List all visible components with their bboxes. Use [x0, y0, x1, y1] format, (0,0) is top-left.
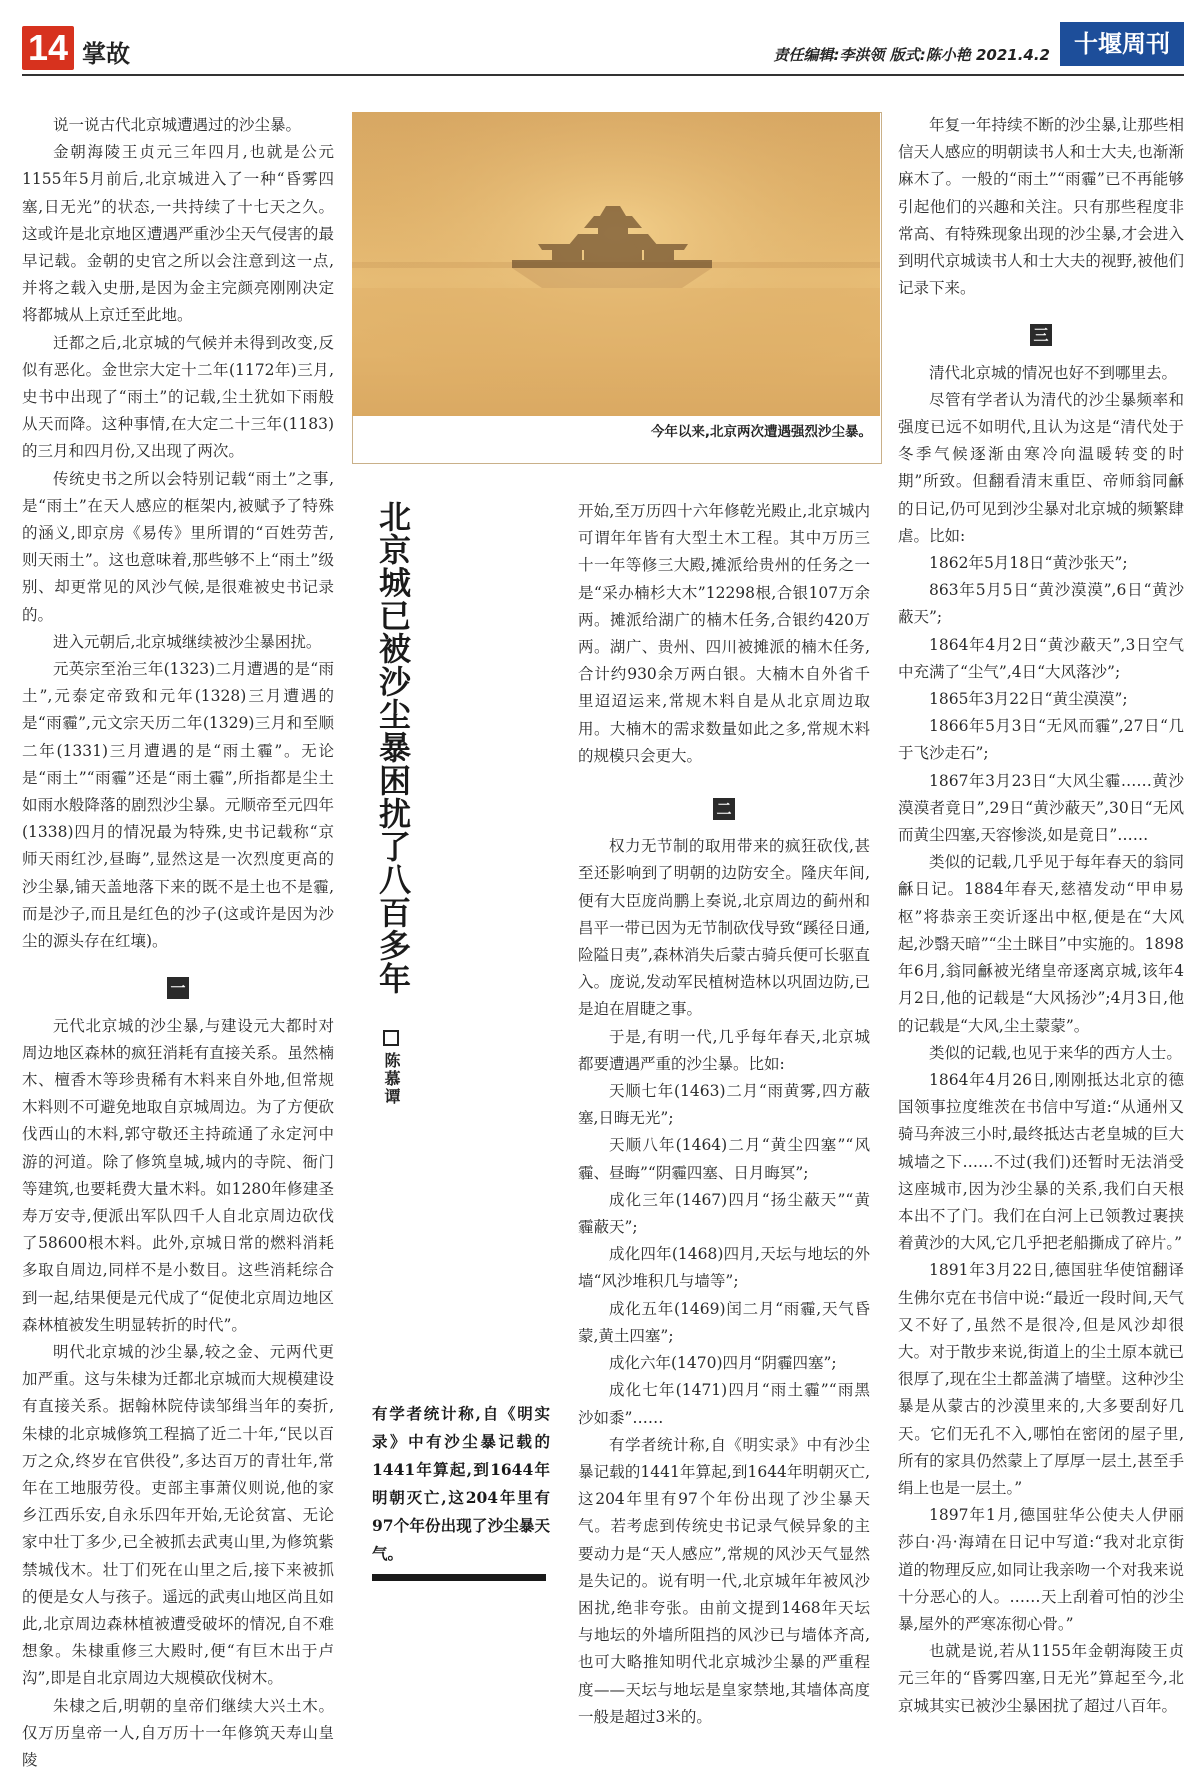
- paragraph: 说一说古代北京城遭遇过的沙尘暴。: [53, 116, 302, 134]
- column-3: [578, 498, 870, 1731]
- paragraph: 年复一年持续不断的沙尘暴,让那些相信天人感应的明朝读书人和士大夫,也渐渐麻木了。一般的“雨土”“雨霾”已不再能够引起他们的兴趣和关注。只有那些程度非常高、有特殊现象出现的沙尘暴,才会进入到明代京城读书人和士大夫的视野,被他们记录下来。: [898, 116, 1184, 298]
- pull-quote: 有学者统计称,自《明实录》中有沙尘暴记载的1441年算起,到1644年明朝灭亡,这204年里有97个年份出现了沙尘暴天气。: [372, 1404, 550, 1563]
- paragraph: 1866年5月3日“无风而霾”,27日“几于飞沙走石”;: [898, 717, 1184, 763]
- paragraph: 1867年3月23日“大风尘霾……黄沙漠漠者竟日”,29日“黄沙蔽天”,30日“无风而黄尘四塞,天容惨淡,如是竟日”……: [898, 771, 1184, 845]
- author-byline: [380, 1030, 403, 1106]
- author-name: 陈慕谭: [382, 1052, 401, 1106]
- article-title: 北京城已被沙尘暴困扰了八百多年: [374, 500, 412, 995]
- masthead-logo: 十堰周刊: [1060, 22, 1184, 66]
- paragraph: 成化五年(1469)闰二月“雨霾,天气昏蒙,黄土四塞”;: [578, 1299, 870, 1345]
- paragraph: 成化六年(1470)四月“阴霾四塞”;: [609, 1354, 837, 1373]
- paragraph: 1891年3月22日,德国驻华使馆翻译生佛尔克在书信中说:“最近一段时间,天气又不好了,虽然不是很冷,但是风沙却很大。对于散步来说,街道上的尘土原本就已很厚了,现在尘土都盖满了墙壁。这种沙尘暴是从蒙古的沙漠里来的,大多要刮好几天。它们无孔不入,哪怕在密闭的屋子里,所有的家具仍然蒙上了厚厚一层土,甚至手绢上也是一层土。”: [898, 1261, 1184, 1497]
- paragraph: 1862年5月18日“黄沙张天”;: [929, 554, 1128, 573]
- paragraph: 进入元朝后,北京城继续被沙尘暴困扰。: [53, 632, 322, 651]
- editor-credits: 责任编辑:李洪领 版式:陈小艳 2021.4.2: [773, 46, 1050, 64]
- paragraph: 863年5月5日“黄沙漠漠”,6日“黄沙蔽天”;: [898, 581, 1184, 627]
- paragraph: 开始,至万历四十六年修乾光殿止,北京城内可谓年年皆有大型土木工程。其中万历三十一年等修三大殿,摊派给贵州的任务之一是“采办楠杉大木”12298根,合银107万余两。摊派给湖广的楠木任务,合银约420万两。湖广、贵州、四川被摊派的楠木任务,合计约930余万两白银。大楠木自外省千里迢迢运来,常规木料自是从北京周边取用。大楠木的需求数量如此之多,常规木料的规模只会更大。: [578, 502, 870, 765]
- pull-quote-bar: [372, 1574, 546, 1581]
- paragraph: 金朝海陵王贞元三年四月,也就是公元1155年5月前后,北京城进入了一种“昏雾四塞,日无光”的状态,一共持续了十七天之久。这或许是北京地区遭遇严重沙尘天气侵害的最早记载。金朝的史官之所以会注意到这一点,并将之载入史册,是因为金主完颜亮刚刚决定将都城从上京迁至此地。: [22, 143, 334, 325]
- header-rule: [22, 74, 1184, 76]
- paragraph: 有学者统计称,自《明实录》中有沙尘暴记载的1441年算起,到1644年明朝灭亡,这204年里有97个年份出现了沙尘暴天气。若考虑到传统史书记录气候异象的主要动力是“天人感应”,常规的风沙天气显然是失记的。说有明一代,北京城年年被风沙困扰,绝非夸张。由前文提到1468年天坛与地坛的外墙所阻挡的风沙已与墙体齐高,也可大略推知明代北京城沙尘暴的严重程度——天坛与地坛是皇家禁地,其墙体高度一般是超过3米的。: [578, 1435, 870, 1726]
- section-heading-3: 三: [898, 322, 1184, 349]
- section-heading-1: 一: [22, 975, 334, 1002]
- paragraph: 成化七年(1471)四月“雨土霾”“雨黑沙如黍”……: [578, 1381, 870, 1427]
- paragraph: 迁都之后,北京城的气候并未得到改变,反似有恶化。金世宗大定十二年(1172年)三月,史书中出现了“雨土”的记载,尘土犹如下雨般从天而降。这种事情,在大定二十三年(1183)的三月和四月份,又出现了两次。: [22, 333, 334, 461]
- paragraph: 1865年3月22日“黄尘漠漠”;: [929, 690, 1128, 709]
- byline-box-icon: [383, 1030, 399, 1046]
- paragraph: 1897年1月,德国驻华公使夫人伊丽莎白·冯·海靖在日记中写道:“我对北京街道的物理反应,如同让我亲吻一个对我来说十分恶心的人。……天上刮着可怕的沙尘暴,屋外的严寒冻彻心骨。”: [898, 1506, 1184, 1633]
- section-name: 掌故: [82, 40, 130, 68]
- paragraph: 1864年4月26日,刚刚抵达北京的德国领事拉度维茨在书信中写道:“从通州又骑马奔波三小时,最终抵达古老皇城的巨大城墙之下……不过(我们)还暂时无法消受这座城市,因为沙尘暴的关系,我们白天根本出不了门。我们在白河上已领教过裹挟着黄沙的大风,它几乎把老船撕成了碎片。”: [898, 1070, 1184, 1253]
- page-header: [0, 0, 1200, 96]
- paragraph: 成化三年(1467)四月“扬尘蔽天”“黄霾蔽天”;: [578, 1190, 870, 1237]
- paragraph: 朱棣之后,明朝的皇帝们继续大兴土木。仅万历皇帝一人,自万历十一年修筑天寿山皇陵: [22, 1696, 334, 1769]
- page-number: 14: [22, 26, 74, 70]
- paragraph: 尽管有学者认为清代的沙尘暴频率和强度已远不如明代,且认为这是“清代处于冬季气候逐渐由寒冷向温暖转变的时期”所致。但翻看清末重臣、帝师翁同龢的日记,仍可见到沙尘暴对北京城的频繁肆虐。比如:: [898, 390, 1184, 545]
- section-heading-2: 二: [578, 796, 870, 823]
- column-1: [22, 112, 334, 1774]
- paragraph: 权力无节制的取用带来的疯狂砍伐,甚至还影响到了明朝的边防安全。隆庆年间,便有大臣庞尚鹏上奏说,北京周边的蓟州和昌平一带已因为无节制砍伐导致“蹊径日通,险隘日夷”,森林消失后蒙古骑兵便可长驱直入。庞说,发动军民植树造林以巩固边防,已是迫在眉睫之事。: [578, 837, 870, 1019]
- column-4: [898, 112, 1184, 1720]
- photo-caption: 今年以来,北京两次遭遇强烈沙尘暴。: [650, 424, 872, 440]
- paragraph: 天顺八年(1464)二月“黄尘四塞”“风霾、昼晦”“阴霾四塞、日月晦冥”;: [578, 1136, 870, 1182]
- paragraph: 元代北京城的沙尘暴,与建设元大都时对周边地区森林的疯狂消耗有直接关系。虽然楠木、檀香木等珍贵稀有木料来自外地,但常规木料则不可避免地取自京城周边。为了方便砍伐西山的木料,郭守敬还主持疏通了永定河中游的河道。除了修筑皇城,城内的寺院、衙门等建筑,也要耗费大量木料。如1280年修建圣寿万安寺,便派出军队四千人自北京周边砍伐了58600根木料。此外,京城日常的燃料消耗多取自周边,同样不是小数目。这些消耗综合到一起,结果便是元代成了“促使北京周边地区森林植被发生明显转折的时代”。: [22, 1016, 334, 1334]
- paragraph: 传统史书之所以会特别记载“雨土”之事,是“雨土”在天人感应的框架内,被赋予了特殊的涵义,即京房《易传》里所谓的“百姓劳苦,则天雨土”。这也意味着,那些够不上“雨土”级别、却更常见的风沙气候,是很难被史书记录的。: [22, 469, 334, 624]
- paragraph: 于是,有明一代,几乎每年春天,北京城都要遭遇严重的沙尘暴。比如:: [578, 1027, 870, 1073]
- paragraph: 天顺七年(1463)二月“雨黄雾,四方蔽塞,日晦无光”;: [578, 1082, 870, 1128]
- forbidden-city-sandstorm-photo: [352, 112, 880, 416]
- paragraph: 明代北京城的沙尘暴,较之金、元两代更加严重。这与朱棣为迁都北京城而大规模建设有直接关系。据翰林院侍读邹缉当年的奏折,朱棣的北京城修筑工程搞了近二十年,“民以百万之众,终岁在官供役”,多达百万的青壮年,常年在工地服劳役。吏部主事萧仪则说,他的家乡江西乐安,自永乐四年开始,无论贫富、无论家中壮丁多少,已全被抓去武夷山里,为修筑紫禁城伐木。壮丁们死在山里之后,接下来被抓的便是女人与孩子。遥远的武夷山地区尚且如此,北京周边森林植被遭受破坏的情况,自不难想象。朱棣重修三大殿时,便“有巨木出于卢沟”,即是自北京周边大规模砍伐树木。: [22, 1342, 334, 1688]
- paragraph: 类似的记载,也见于来华的西方人士。: [929, 1043, 1182, 1062]
- paragraph: 也就是说,若从1155年金朝海陵王贞元三年的“昏雾四塞,日无光”算起至今,北京城其实已被沙尘暴困扰了超过八百年。: [898, 1642, 1184, 1715]
- paragraph: 清代北京城的情况也好不到哪里去。: [929, 363, 1178, 382]
- paragraph: 类似的记载,几乎见于每年春天的翁同龢日记。1884年春天,慈禧发动“甲申易枢”将恭亲王奕䜣逐出中枢,便是在“大风起,沙翳天暗”“尘土眯目”中实施的。1898年6月,翁同龢被光绪皇帝逐离京城,该年4月2日,他的记载是“大风扬沙”;4月3日,他的记载是“大风,尘土蒙蒙”。: [898, 853, 1184, 1035]
- paragraph: 成化四年(1468)四月,天坛与地坛的外墙“风沙堆积几与墙等”;: [578, 1245, 870, 1291]
- paragraph: 1864年4月2日“黄沙蔽天”,3日空气中充满了“尘气”,4日“大风落沙”;: [898, 635, 1184, 681]
- paragraph: 元英宗至治三年(1323)二月遭遇的是“雨土”,元泰定帝致和元年(1328)三月遭遇的是“雨霾”,元文宗天历二年(1329)三月和至顺二年(1331)三月遭遇的是“雨土霾”。无论是“雨土”“雨霾”还是“雨土霾”,所指都是尘土如雨水般降落的剧烈沙尘暴。元顺帝至元四年(1338)四月的情况最为特殊,史书记载称“京师天雨红沙,昼晦”,显然这是一次烈度更高的沙尘暴,铺天盖地落下来的既不是土也不是霾,而是沙子,而且是红色的沙子(这或许是因为沙尘的源头存在红壤)。: [22, 660, 334, 951]
